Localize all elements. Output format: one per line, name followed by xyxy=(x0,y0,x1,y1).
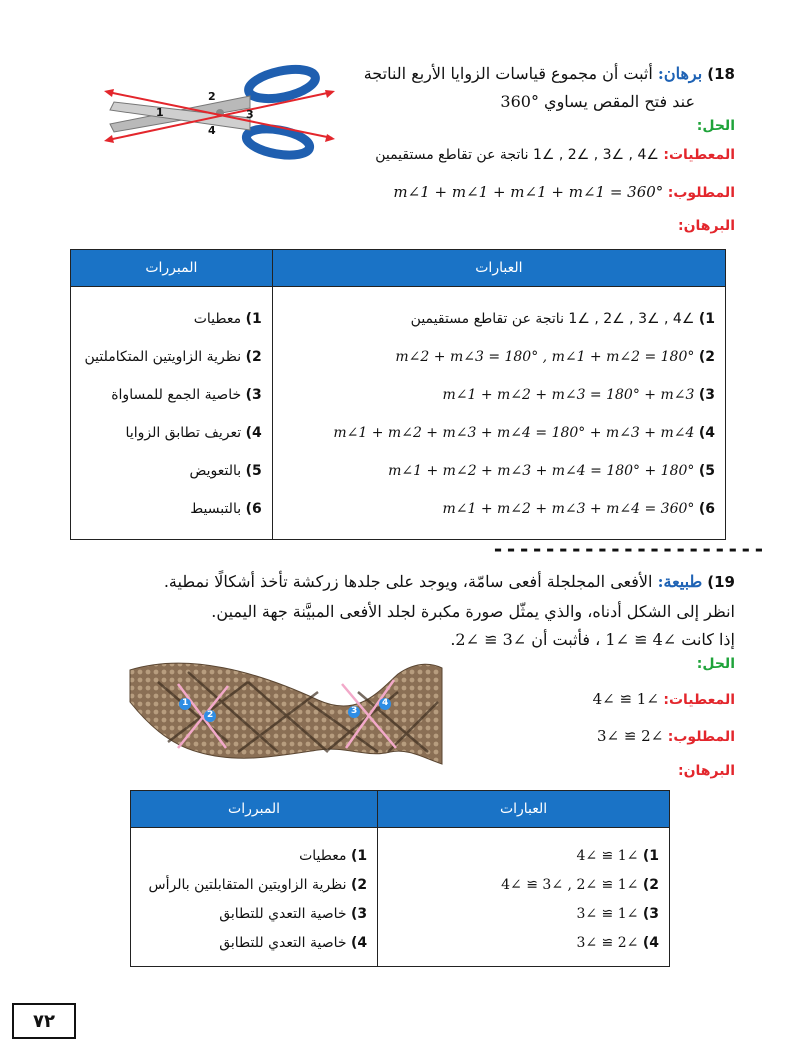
table-row: 5) m∠1 + m∠2 + m∠3 + m∠4 = 180° + 180° xyxy=(388,463,715,479)
page-number-box xyxy=(12,1003,76,1039)
table-row: 6) بالتبسيط xyxy=(190,501,262,517)
table-row: 2) m∠2 + m∠3 = 180° , m∠1 + m∠2 = 180° xyxy=(395,349,715,365)
scissors-figure xyxy=(100,62,335,170)
table-row: 2) نظرية الزاويتين المتقابلتين بالرأس xyxy=(148,877,368,893)
p18-proof-table xyxy=(70,249,726,540)
table-row: 1) ∠4 , ∠3 , ∠2 , ∠1 ناتجة عن تقاطع مستقيمين xyxy=(410,311,715,327)
p19-given-math: ∠1 ≅ ∠4 xyxy=(592,690,659,708)
table-row: 6) m∠1 + m∠2 + m∠3 + m∠4 = 360° xyxy=(442,501,715,517)
p18-col-statements: العبارات xyxy=(272,250,725,287)
problem-18-text2: عند فتح المقص يساوي °360 xyxy=(500,92,695,111)
table-row: 1) معطيات xyxy=(299,848,368,864)
p18-col-reasons: المبررات xyxy=(71,250,273,287)
p19-required-line xyxy=(597,727,735,745)
p19-required-label: المطلوب: xyxy=(667,729,735,745)
table-row: 3) خاصية التعدي للتطابق xyxy=(219,906,368,922)
snake-label-4: 4 xyxy=(382,698,389,708)
figure-label-4: 4 xyxy=(208,124,216,137)
table-row: 4) تعريف تطابق الزوايا xyxy=(125,425,262,441)
problem-19-text1: الأفعى المجلجلة أفعى سامّة، ويوجد على جلدها زركشة تأخذ أشكالًا نمطية. xyxy=(163,572,653,591)
p19-given-label: المعطيات: xyxy=(663,692,735,708)
p18-required-label: المطلوب: xyxy=(667,185,735,201)
snake-label-1: 1 xyxy=(182,698,189,708)
p18-given-label: المعطيات: xyxy=(663,147,735,163)
p19-solution-label: الحل: xyxy=(696,656,735,672)
snake-label-3: 3 xyxy=(351,706,358,716)
p19-col-reasons: المبررات xyxy=(131,791,378,828)
problem-19-text2: انظر إلى الشكل أدناه، والذي يمثّل صورة مكبرة لجلد الأفعى المبيَّنة جهة اليمين. xyxy=(211,602,735,621)
p19-given-line xyxy=(593,690,735,708)
table-row: 3) m∠1 + m∠2 + m∠3 = 180° + m∠3 xyxy=(442,387,715,403)
table-row: 4) m∠1 + m∠2 + m∠3 + m∠4 = 180° + m∠3 + m∠4 xyxy=(333,425,715,441)
problem-19-line1 xyxy=(95,572,735,591)
table-row: 2) نظرية الزاويتين المتكاملتين xyxy=(84,349,262,365)
problem-19-text3: إذا كانت ∠4 ≅ ∠1 ، فأثبت أن ∠3 ≅ ∠2. xyxy=(450,630,735,649)
divider-dashes: --------------------- xyxy=(492,537,766,561)
table-row: 2) ∠1 ≅ ∠2 , ∠3 ≅ ∠4 xyxy=(501,877,659,893)
table-row: 3) خاصية الجمع للمساواة xyxy=(111,387,262,403)
figure-label-1: 1 xyxy=(156,106,164,119)
p19-col-statements: العبارات xyxy=(378,791,670,828)
p18-proof-label: البرهان: xyxy=(678,218,735,234)
page-number: ٧٢ xyxy=(33,1010,55,1032)
figure-label-2: 2 xyxy=(208,90,216,103)
p18-given-text: ∠4 , ∠3 , ∠2 , ∠1 ناتجة عن تقاطع مستقيمين xyxy=(375,147,659,163)
problem-18-number: 18) xyxy=(707,65,735,83)
p18-given-line xyxy=(375,147,735,163)
problem-18-line1 xyxy=(315,64,735,83)
table-row: 4) خاصية التعدي للتطابق xyxy=(219,935,368,951)
table-row: 1) ∠1 ≅ ∠4 xyxy=(576,848,659,864)
p18-required-line xyxy=(393,183,735,201)
snake-label-2: 2 xyxy=(207,710,214,720)
table-row: 5) بالتعويض xyxy=(189,463,262,479)
problem-19-number: 19) xyxy=(707,573,735,591)
snake-skin-figure xyxy=(128,652,444,770)
problem-19-label: طبيعة: xyxy=(657,572,703,591)
figure-label-3: 3 xyxy=(246,108,254,121)
table-row: 4) ∠2 ≅ ∠3 xyxy=(576,935,659,951)
p18-required-math: m∠1 + m∠1 + m∠1 + m∠1 = 360° xyxy=(393,183,664,201)
p18-solution-label: الحل: xyxy=(696,118,735,134)
table-row: 3) ∠1 ≅ ∠3 xyxy=(576,906,659,922)
problem-18-label: برهان: xyxy=(657,64,703,83)
table-row: 1) معطيات xyxy=(193,311,262,327)
problem-18-text1: أثبت أن مجموع قياسات الزوايا الأربع الناتجة xyxy=(363,64,653,83)
p19-proof-table xyxy=(130,790,670,967)
p19-required-math: ∠2 ≅ ∠3 xyxy=(596,727,664,745)
p19-proof-label: البرهان: xyxy=(678,763,735,779)
